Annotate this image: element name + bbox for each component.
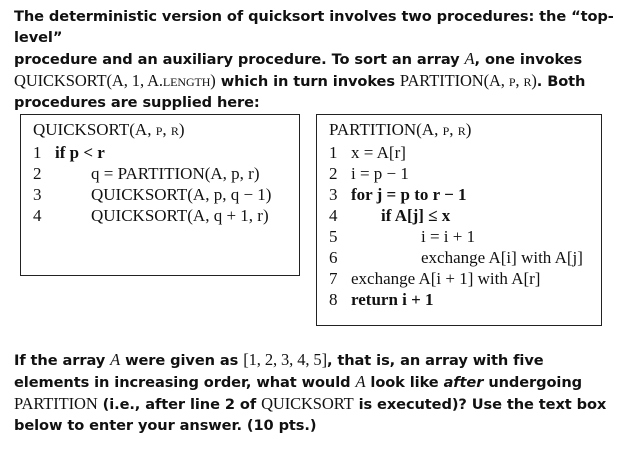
quicksort-pseudocode-box <box>20 114 300 276</box>
partition-line-7: 7 exchange A[i + 1] with A[r] <box>329 269 541 288</box>
partition-line-4: 4 if A[j] ≤ x <box>329 206 451 225</box>
intro-line-3: QUICKSORT(A, 1, A.length) which in turn invokes PARTITION(A, p, r). Both <box>14 71 586 90</box>
quicksort-line-1: 1 if p < r <box>33 143 105 162</box>
question-line-3: PARTITION (i.e., after line 2 of QUICKSORT is executed)? Use the text box <box>14 394 607 413</box>
partition-title: PARTITION(A, p, r) <box>329 120 472 139</box>
intro-paragraph <box>14 6 626 113</box>
quicksort-title: QUICKSORT(A, p, r) <box>33 120 185 139</box>
partition-pseudocode-box <box>316 114 602 326</box>
question-line-1: If the array A were given as [1, 2, 3, 4, 5], that is, an array with five <box>14 350 544 369</box>
quicksort-line-4: 4 QUICKSORT(A, q + 1, r) <box>33 206 269 225</box>
intro-line-2: procedure and an auxiliary procedure. To sort an array A, one invokes <box>14 49 583 68</box>
partition-line-3: 3 for j = p to r − 1 <box>329 185 467 204</box>
partition-line-8: 8 return i + 1 <box>329 290 434 309</box>
partition-line-1: 1 x = A[r] <box>329 143 406 162</box>
intro-line-4: procedures are supplied here: <box>14 94 260 111</box>
quicksort-line-3: 3 QUICKSORT(A, p, q − 1) <box>33 185 272 204</box>
question-line-2: elements in increasing order, what would A look like after undergoing <box>14 372 582 391</box>
intro-line-1: The deterministic version of quicksort involves two procedures: the “top-level” <box>14 8 614 46</box>
partition-line-6: 6 exchange A[i] with A[j] <box>329 248 583 267</box>
quicksort-line-2: 2 q = PARTITION(A, p, r) <box>33 164 260 183</box>
question-line-4: below to enter your answer. (10 pts.) <box>14 417 317 434</box>
partition-line-2: 2 i = p − 1 <box>329 164 409 183</box>
question-paragraph <box>14 349 626 436</box>
partition-line-5: 5 i = i + 1 <box>329 227 476 246</box>
